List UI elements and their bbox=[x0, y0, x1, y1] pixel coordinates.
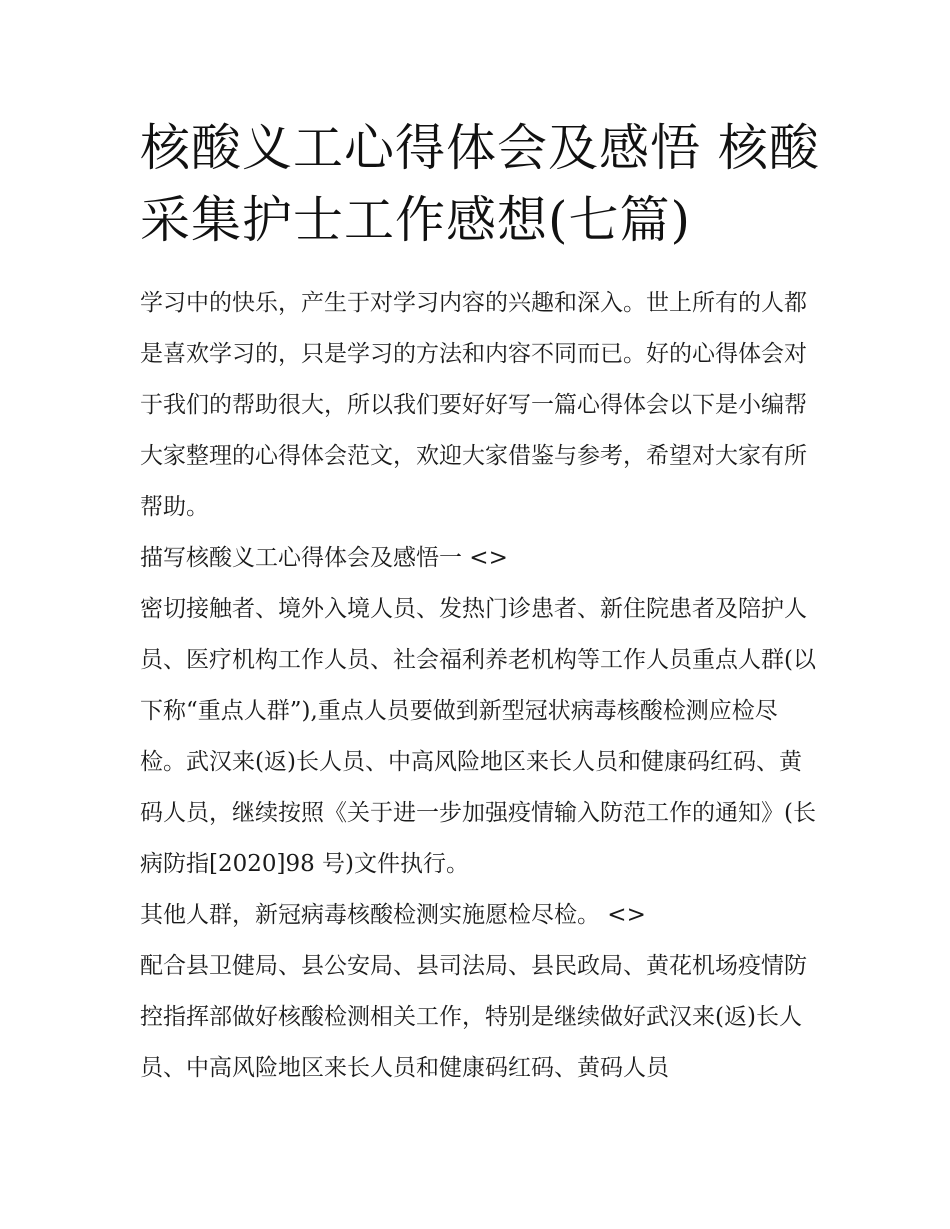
document-body bbox=[140, 278, 820, 1094]
body-paragraph: 配合县卫健局、县公安局、县司法局、县民政局、黄花机场疫情防控指挥部做好核酸检测相关工作，特别是继续做好武汉来(返)长人员、中高风险地区来长人员和健康码红码、黄码人员 bbox=[140, 953, 807, 1081]
title-line-1: 核酸义工心得体会及感悟 核酸 bbox=[140, 119, 820, 177]
body-paragraph: 密切接触者、境外入境人员、发热门诊患者、新住院患者及陪护人员、医疗机构工作人员、社会福利养老机构等工作人员重点人群(以下称“重点人群”),重点人员要做到新型冠状病毒核酸检测应检尽检。武汉来(返)长人员、中高风险地区来长人员和健康码红码、黄码人员，继续按照《关于进一步加强疫情输入防范工作的通知》(长病防指[2020]98 号)文件执行。 bbox=[140, 596, 816, 877]
body-paragraph: 其他人群，新冠病毒核酸检测实施愿检尽检。 <> bbox=[140, 902, 646, 928]
title-line-2: 采集护士工作感想(七篇) bbox=[140, 191, 692, 249]
section-heading-1: 描写核酸义工心得体会及感悟一 <> bbox=[140, 545, 508, 571]
document-title bbox=[140, 112, 820, 256]
intro-paragraph: 学习中的快乐，产生于对学习内容的兴趣和深入。世上所有的人都是喜欢学习的，只是学习的方法和内容不同而已。好的心得体会对于我们的帮助很大，所以我们要好好写一篇心得体会以下是小编帮大家整理的心得体会范文，欢迎大家借鉴与参考，希望对大家有所帮助。 bbox=[140, 290, 807, 520]
